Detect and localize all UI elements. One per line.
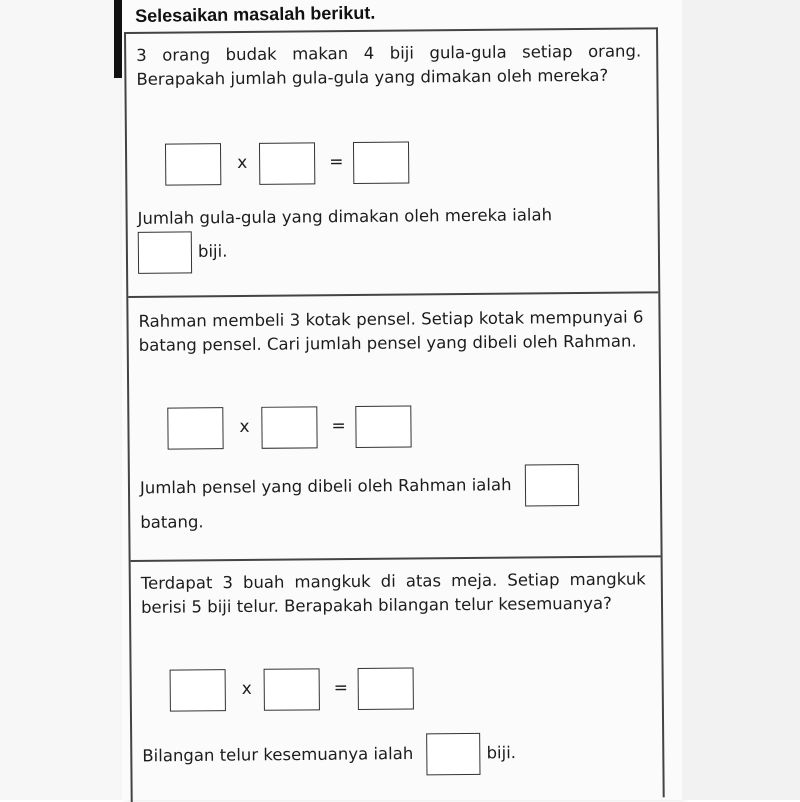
worksheet-heading: Selesaikan masalah berikut.	[135, 2, 376, 26]
problem-2-factor-b-box[interactable]	[261, 406, 317, 448]
problem-1-product-box[interactable]	[353, 142, 409, 184]
problem-2-equation	[167, 405, 427, 455]
problem-2-factor-a-box[interactable]	[167, 407, 223, 449]
problem-2-product-box[interactable]	[355, 406, 411, 448]
problem-3-answer-prefix: Bilangan telur kesemuanya ialah	[142, 744, 414, 766]
problem-3-product-box[interactable]	[358, 667, 414, 709]
problem-1	[126, 29, 658, 298]
problem-1-equation	[165, 141, 425, 191]
problem-1-factor-b-box[interactable]	[259, 142, 315, 184]
equals-sign: =	[331, 416, 346, 437]
problem-3-answer-suffix: biji.	[486, 743, 517, 763]
binding-tab	[114, 0, 122, 78]
problem-3-question: Terdapat 3 buah mangkuk di atas meja. Setiap mangkuk berisi 5 biji telur. Berapakah bilangan telur kesemuanya?	[140, 569, 646, 617]
problem-3-answer-box[interactable]	[426, 733, 480, 775]
equals-sign: =	[329, 152, 344, 173]
problem-3-factor-a-box[interactable]	[170, 669, 226, 711]
problem-2	[128, 293, 660, 562]
problem-1-answer-box[interactable]	[138, 231, 192, 273]
times-sign: x	[241, 678, 252, 699]
problem-2-answer-prefix: Jumlah pensel yang dibeli oleh Rahman ialah	[139, 475, 512, 498]
problem-1-answer-prefix: Jumlah gula-gula yang dimakan oleh mereka ialah	[137, 205, 553, 228]
problem-3-answer-sentence	[142, 731, 647, 777]
problem-3-factor-b-box[interactable]	[264, 668, 320, 710]
problem-1-answer-sentence	[138, 201, 644, 273]
equals-sign: =	[333, 678, 349, 699]
problem-1-answer-suffix: biji.	[197, 241, 228, 261]
times-sign: x	[237, 152, 248, 174]
times-sign: x	[239, 416, 250, 438]
problem-2-answer-suffix: batang.	[140, 512, 204, 532]
problem-1-factor-a-box[interactable]	[165, 143, 221, 185]
problem-1-question: 3 orang budak makan 4 biji gula-gula setiap orang. Berapakah jumlah gula-gula yang dimakan oleh mereka?	[136, 41, 642, 89]
problems-frame	[124, 27, 665, 802]
left-background	[0, 0, 123, 800]
right-background	[682, 0, 800, 800]
problem-3	[131, 557, 663, 802]
problem-3-equation	[170, 667, 430, 717]
problem-2-question: Rahman membeli 3 kotak pensel. Setiap kotak mempunyai 6 batang pensel. Cari jumlah pensel yang dibeli oleh Rahman.	[138, 307, 644, 355]
problem-2-answer-box[interactable]	[525, 464, 579, 506]
problem-2-answer-sentence	[140, 463, 646, 535]
